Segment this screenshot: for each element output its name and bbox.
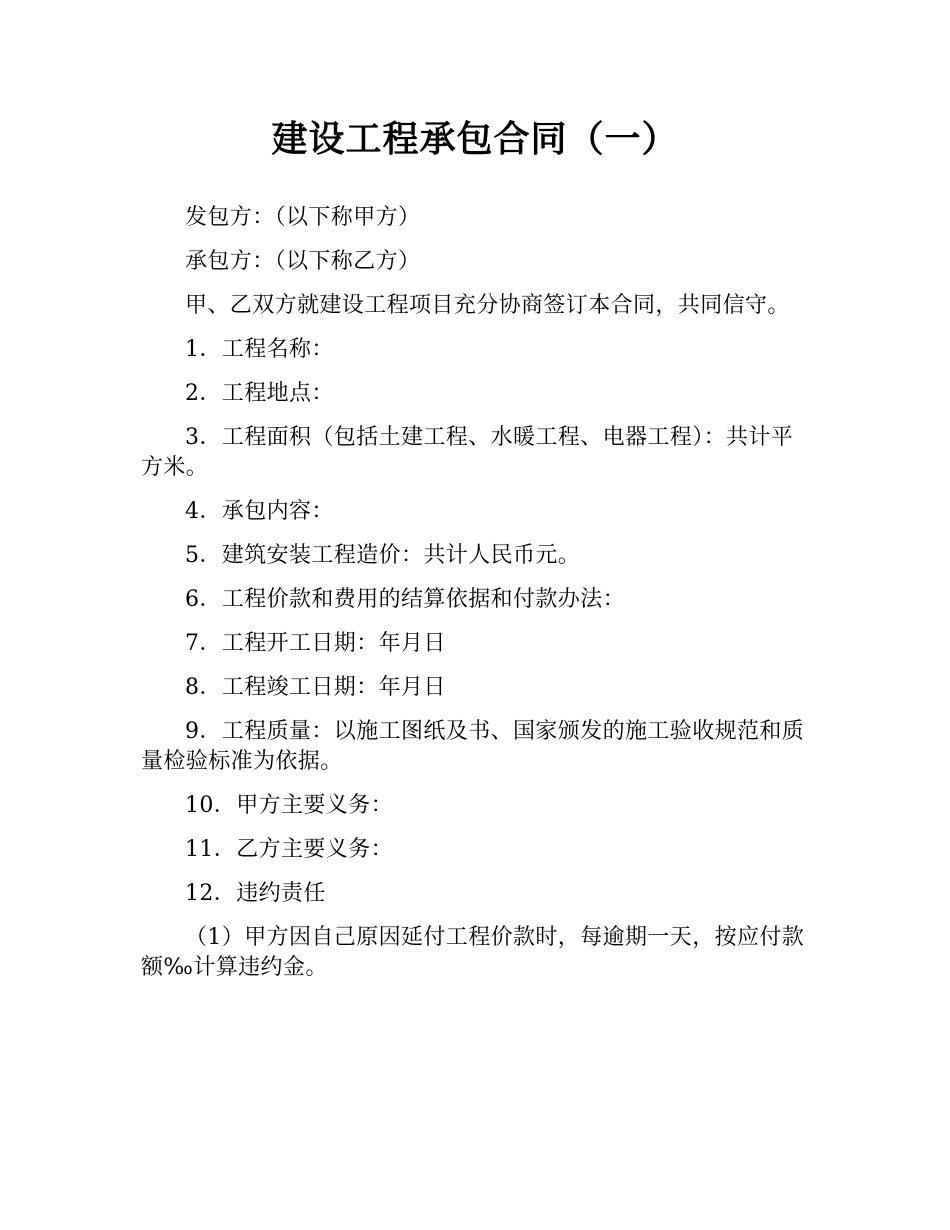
clause-9-quality: 9．工程质量：以施工图纸及书、国家颁发的施工验收规范和质量检验标准为依据。 xyxy=(141,719,805,774)
clause-2-project-location: 2．工程地点： xyxy=(185,381,334,406)
clause-4-contract-content: 4．承包内容： xyxy=(185,499,334,524)
liability-item-1: （1）甲方因自己原因延付工程价款时，每逾期一天，按应付款额‰计算违约金。 xyxy=(141,925,805,980)
clause-1-project-name: 1．工程名称： xyxy=(185,337,334,362)
preamble-paragraph: 甲、乙双方就建设工程项目充分协商签订本合同，共同信守。 xyxy=(185,293,790,318)
document-page xyxy=(141,112,809,997)
clause-7-start-date: 7．工程开工日期：年月日 xyxy=(185,631,446,656)
clause-12-liability: 12．违约责任 xyxy=(185,881,326,906)
clause-6-payment-method: 6．工程价款和费用的结算依据和付款办法： xyxy=(185,587,625,612)
clause-11-party-b-obligations: 11．乙方主要义务： xyxy=(185,837,393,862)
party-a-line: 发包方：（以下称甲方） xyxy=(185,205,421,230)
document-body xyxy=(141,203,809,983)
document-title: 建设工程承包合同（一） xyxy=(271,119,679,160)
party-b-line: 承包方：（以下称乙方） xyxy=(185,249,421,274)
clause-8-completion-date: 8．工程竣工日期：年月日 xyxy=(185,675,446,700)
clause-5-construction-cost: 5．建筑安装工程造价：共计人民币元。 xyxy=(185,543,581,568)
clause-10-party-a-obligations: 10．甲方主要义务： xyxy=(185,793,393,818)
clause-3-project-area: 3．工程面积（包括土建工程、水暖工程、电器工程）：共计平方米。 xyxy=(141,425,794,480)
